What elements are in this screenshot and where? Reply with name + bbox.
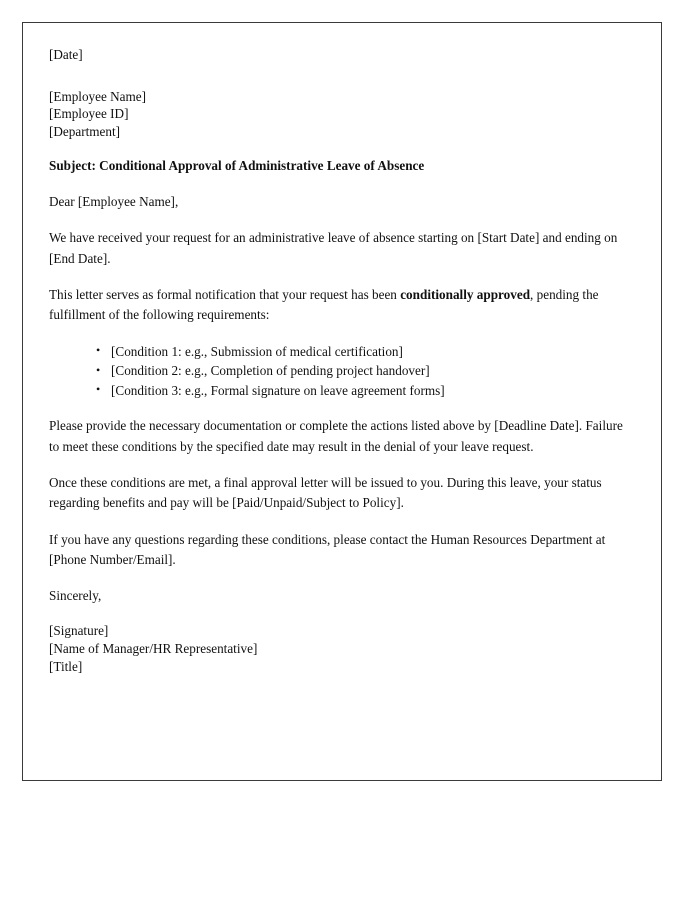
paragraph-deadline: Please provide the necessary documentation or complete the actions listed above by [Deadline Date]. Failure to meet these conditions by the specified date may result in the denial of your leave request. <box>49 418 623 454</box>
recipient-employee-id: [Employee ID] <box>49 106 129 122</box>
subject-line: Subject: Conditional Approval of Administrative Leave of Absence <box>49 158 425 174</box>
paragraph-2-prefix: This letter serves as formal notification that your request has been <box>49 286 401 302</box>
signature-block <box>49 622 635 675</box>
closing-salutation: Sincerely, <box>49 588 102 604</box>
signature-placeholder: [Signature] <box>49 623 109 639</box>
paragraph-contact-hr: If you have any questions regarding these conditions, please contact the Human Resources Department at [Phone Number/Email]. <box>49 531 606 567</box>
date-placeholder: [Date] <box>49 47 83 62</box>
signer-name-placeholder: [Name of Manager/HR Representative] <box>49 641 258 657</box>
signer-title-placeholder: [Title] <box>49 658 83 674</box>
list-item: • [Condition 1: e.g., Submission of medical certification] <box>49 342 635 362</box>
conditions-list <box>49 342 635 401</box>
letter-body <box>49 46 635 675</box>
recipient-block <box>49 88 635 141</box>
paragraph-final-approval: Once these conditions are met, a final approval letter will be issued to you. During this leave, your status regarding benefits and pay will be [Paid/Unpaid/Subject to Policy]. <box>49 474 602 511</box>
document-page <box>22 22 662 781</box>
paragraph-conditional-approval <box>49 285 635 326</box>
salutation: Dear [Employee Name], <box>49 194 179 210</box>
conditionally-approved-emphasis: conditionally approved <box>400 286 531 302</box>
recipient-department: [Department] <box>49 123 121 139</box>
list-item: • [Condition 3: e.g., Formal signature on leave agreement forms] <box>49 381 635 401</box>
paragraph-request-received: We have received your request for an administrative leave of absence starting on [Start Date] and ending on [End Date]. <box>49 230 618 266</box>
date-block <box>49 46 635 64</box>
list-item: • [Condition 2: e.g., Completion of pending project handover] <box>49 361 635 381</box>
recipient-employee-name: [Employee Name] <box>49 88 147 104</box>
paragraph-2-suffix: , pending the fulfillment of the following requirements: <box>49 286 599 323</box>
